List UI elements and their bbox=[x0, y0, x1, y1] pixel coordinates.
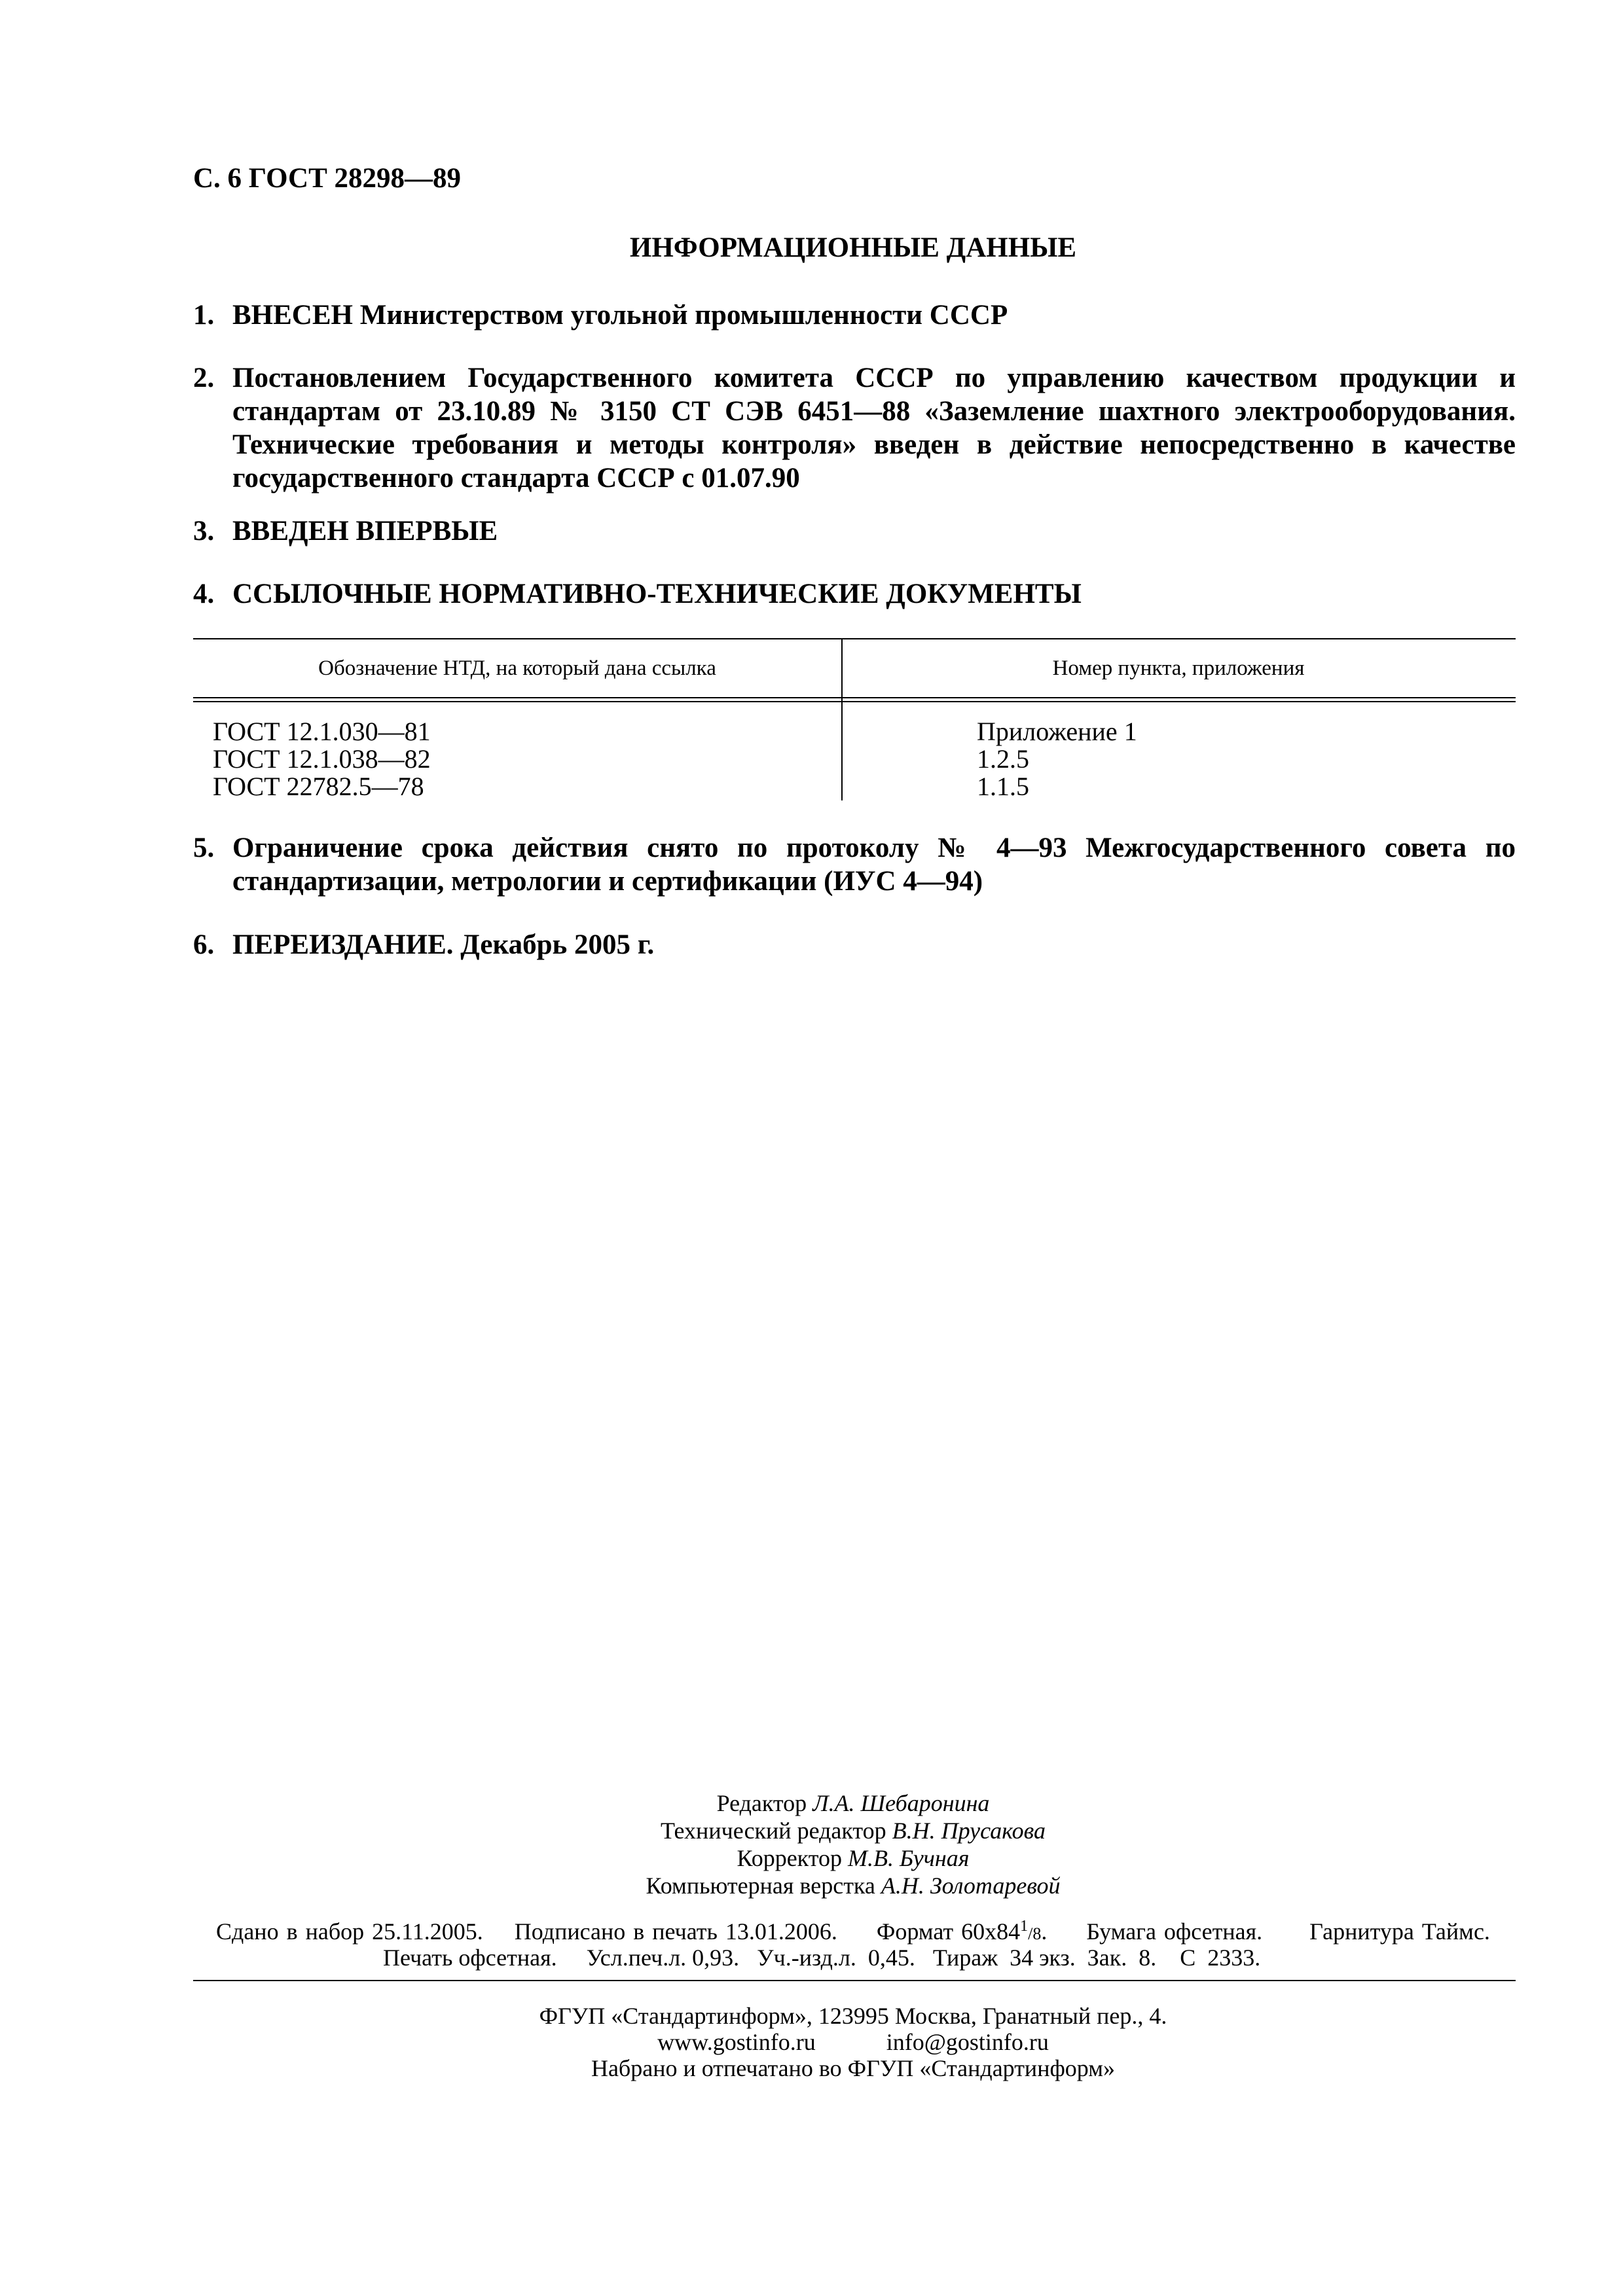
email-link[interactable]: info@gostinfo.ru bbox=[886, 2029, 1049, 2055]
format-fraction-numerator: 1 bbox=[1020, 1918, 1029, 1935]
item-text: ПЕРЕИЗДАНИЕ. Декабрь 2005 г. bbox=[232, 929, 655, 960]
table-cell: 1.1.5 bbox=[977, 772, 1029, 801]
print-info-line-1 bbox=[216, 1918, 1490, 1945]
item-text: ВНЕСЕН Министерством угольной промышленности СССР bbox=[232, 300, 1008, 331]
website-link[interactable]: www.gostinfo.ru bbox=[657, 2029, 816, 2055]
table-header-clause: Номер пункта, приложения bbox=[1052, 656, 1305, 680]
credit-name: А.Н. Золотаревой bbox=[881, 1873, 1061, 1899]
publisher-address: ФГУП «Стандартинформ», 123995 Москва, Гранатный пер., 4. bbox=[539, 2003, 1167, 2029]
item-number: 5. bbox=[193, 833, 215, 863]
credit-line bbox=[0, 1789, 1623, 1817]
credit-line bbox=[0, 1844, 1623, 1872]
item-number: 1. bbox=[193, 300, 215, 331]
credit-line bbox=[0, 1817, 1623, 1844]
credit-role: Редактор bbox=[716, 1790, 807, 1816]
print-info-text: Сдано в набор 25.11.2005. Подписано в печать 13.01.2006. Формат 60x84 bbox=[216, 1918, 1021, 1945]
page-header: С. 6 ГОСТ 28298—89 bbox=[193, 163, 462, 194]
item-number: 6. bbox=[193, 929, 215, 960]
table-cell: ГОСТ 22782.5—78 bbox=[213, 772, 424, 801]
item-text: Постановлением Государственного комитета СССР по управлению качеством продукции и стандартам от 23.10.89 № 3150 СТ СЭВ 6451—88 «Заземление шахтного электрооборудования. Технические требования и методы контроля» введен в действие непосредственно в качестве государственного стандарта СССР с 01.07.90 bbox=[232, 363, 1516, 493]
imprint-separator bbox=[193, 1980, 1516, 1981]
table-top-rule bbox=[193, 638, 1516, 639]
item-number: 2. bbox=[193, 363, 215, 393]
item-text: Ограничение срока действия снято по протоколу № 4—93 Межгосударственного совета по стандартизации, метрологии и сертификации (ИУС 4—94) bbox=[232, 833, 1516, 897]
table-cell: ГОСТ 12.1.038—82 bbox=[213, 744, 431, 774]
credit-name: Л.А. Шебаронина bbox=[812, 1790, 990, 1816]
print-info-line-2: Печать офсетная. Усл.печ.л. 0,93. Уч.-изд.л. 0,45. Тираж 34 экз. Зак. 8. С 2333. bbox=[383, 1945, 1261, 1971]
publisher-imprint bbox=[0, 2003, 1623, 2081]
editorial-credits bbox=[0, 1789, 1623, 1899]
print-info-text: . Бумага офсетная. Гарнитура Таймс. bbox=[1041, 1918, 1490, 1945]
reference-table bbox=[193, 638, 1516, 800]
table-cell: Приложение 1 bbox=[977, 717, 1137, 746]
printed-by: Набрано и отпечатано во ФГУП «Стандартинформ» bbox=[591, 2055, 1116, 2081]
credit-role: Корректор bbox=[737, 1845, 842, 1871]
credit-role: Технический редактор bbox=[660, 1818, 886, 1844]
info-item-1 bbox=[193, 298, 1516, 332]
table-header-rule bbox=[193, 701, 1516, 702]
credit-name: М.В. Бучная bbox=[847, 1845, 970, 1871]
format-fraction-denominator: /8 bbox=[1028, 1924, 1042, 1943]
credit-name: В.Н. Прусакова bbox=[892, 1818, 1046, 1844]
info-item-3 bbox=[193, 514, 1516, 548]
credit-role: Компьютерная верстка bbox=[646, 1873, 875, 1899]
credit-line bbox=[0, 1872, 1623, 1899]
info-item-6 bbox=[193, 928, 1516, 961]
table-cell: 1.2.5 bbox=[977, 744, 1029, 774]
contact-line bbox=[0, 2029, 1623, 2055]
info-item-4 bbox=[193, 577, 1516, 611]
section-title: ИНФОРМАЦИОННЫЕ ДАННЫЕ bbox=[629, 232, 1077, 263]
info-item-5 bbox=[193, 831, 1516, 898]
item-number: 4. bbox=[193, 579, 215, 609]
item-text: ССЫЛОЧНЫЕ НОРМАТИВНО-ТЕХНИЧЕСКИЕ ДОКУМЕНТЫ bbox=[232, 579, 1082, 609]
table-header-rule bbox=[193, 697, 1516, 698]
table-header-designation: Обозначение НТД, на который дана ссылка bbox=[318, 656, 716, 680]
info-item-2 bbox=[193, 361, 1516, 495]
item-text: ВВЕДЕН ВПЕРВЫЕ bbox=[232, 516, 498, 547]
table-cell: ГОСТ 12.1.030—81 bbox=[213, 717, 431, 746]
item-number: 3. bbox=[193, 516, 215, 547]
